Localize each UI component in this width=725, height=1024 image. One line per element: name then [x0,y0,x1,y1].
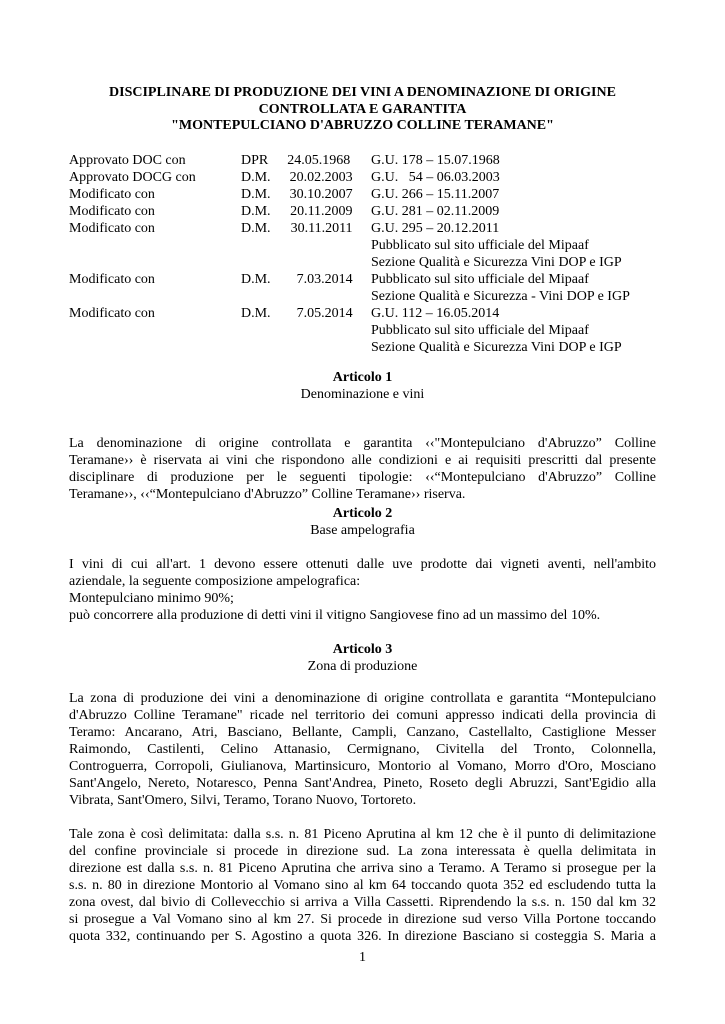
approval-decree [241,271,371,288]
article-number: Articolo 1 [332,370,393,385]
approval-decree [241,254,371,271]
approval-label [69,322,241,339]
paragraph-line: zona ovest, dal bivio di Collevecchio si arriva a Villa Cassetti. Riprendendo la s.s. n. 150 dal km 32 [69,895,656,910]
approval-label [69,237,241,254]
article-3-heading [69,641,656,675]
approval-reference: G.U. 295 – 20.12.2011 [371,221,500,236]
article-3-paragraph [69,690,656,809]
approval-decree [241,322,371,339]
approval-label: Modificato con [69,272,155,287]
decree-type: D.M. [241,187,271,202]
approval-decree [241,203,371,220]
paragraph-line: Sant'Angelo, Nereto, Notaresco, Penna Sant'Andrea, Pineto, Roseto degli Abruzzi, Sant'Egidio alla [69,776,656,791]
paragraph-line: direzione est dalla s.s. n. 81 Piceno Aprutina che arriva sino a Teramo. A Teramo si prosegue per la [69,861,656,876]
title-line: DISCIPLINARE DI PRODUZIONE DEI VINI A DENOMINAZIONE DI ORIGINE [109,85,616,100]
approval-row [69,169,671,186]
decree-type: DPR [241,153,269,168]
decree-type: D.M. [241,204,271,219]
paragraph-line: Teramane››, ‹‹“Montepulciano d'Abruzzo” Colline Teramane›› riserva. [69,487,466,502]
approval-reference: Sezione Qualità e Sicurezza - Vini DOP e IGP [371,289,630,304]
paragraph-line: si prosegue a Val Vomano sino al km 27. Si procede in direzione sud verso Villa Portone toccando [69,912,656,927]
decree-date: 7.05.2014 [296,306,353,321]
article-title: Base ampelografia [310,523,415,538]
approval-label [69,339,241,356]
approval-row [69,220,671,237]
approval-decree [241,339,371,356]
document-title [69,85,656,135]
approval-label [69,254,241,271]
decree-date: 7.03.2014 [296,272,353,287]
paragraph-line: aziendale, la seguente composizione ampelografica: [69,574,361,589]
decree-date: 20.11.2009 [290,204,353,219]
approval-reference: G.U. 112 – 16.05.2014 [371,306,500,321]
approval-reference: Pubblicato sul sito ufficiale del Mipaaf [371,272,589,287]
paragraph-line: disciplinare di produzione per le seguenti tipologie: ‹‹“Montepulciano d'Abruzzo” Colline [69,470,656,485]
approval-row [69,271,671,288]
approval-decree [241,237,371,254]
title-line: CONTROLLATA E GARANTITA [258,101,467,117]
article-number: Articolo 3 [332,642,393,657]
paragraph-line: La denominazione di origine controllata e garantita ‹‹"Montepulciano d'Abruzzo” Colline [69,436,656,451]
paragraph-line: Raimondo, Castilenti, Celino Attanasio, Cermignano, Civitella del Tronto, Colonnella, [69,742,656,757]
approval-decree [241,152,371,169]
approval-label: Modificato con [69,221,155,236]
paragraph-line: Controguerra, Corropoli, Giulianova, Martinsicuro, Montorio al Vomano, Morro d'Oro, Mosciano [69,759,656,774]
paragraph-line: I vini di cui all'art. 1 devono essere ottenuti dalle uve prodotte dai vigneti aventi, nell'ambito [69,557,656,572]
decree-date: 30.10.2007 [289,187,353,202]
approval-decree [241,220,371,237]
approval-label: Modificato con [69,187,155,202]
decree-type: D.M. [241,272,271,287]
paragraph-line: può concorrere alla produzione di detti vini il vitigno Sangiovese fino ad un massimo del 10%. [69,608,601,623]
approval-row [69,152,671,169]
approval-reference: Sezione Qualità e Sicurezza Vini DOP e IGP [371,255,622,270]
paragraph-line: del confine provinciale si procede in direzione sud. La zona interessata è quella delimitata in [69,844,656,859]
title-line: "MONTEPULCIANO D'ABRUZZO COLLINE TERAMANE" [171,118,554,133]
decree-type: D.M. [241,306,271,321]
paragraph-line: Vibrata, Sant'Omero, Silvi, Teramo, Torano Nuovo, Tortoreto. [69,793,417,808]
approval-row [69,254,671,271]
paragraph-line: Teramane›› è riservata ai vini che rispondono alle condizioni e ai requisiti prescritti dal presente [69,453,656,468]
paragraph-line: Tale zona è così delimitata: dalla s.s. n. 81 Piceno Aprutina al km 12 che è il punto di delimitazione [69,827,656,842]
article-title: Denominazione e vini [300,387,425,402]
approval-reference: Sezione Qualità e Sicurezza Vini DOP e IGP [371,340,622,355]
approval-row [69,288,671,305]
article-2-paragraph [69,556,656,624]
approval-label: Modificato con [69,204,155,219]
approval-label: Modificato con [69,306,155,321]
approval-label: Approvato DOC con [69,153,186,168]
approval-reference: G.U. 281 – 02.11.2009 [371,204,500,219]
decree-date: 30.11.2011 [290,221,353,236]
approval-reference: Pubblicato sul sito ufficiale del Mipaaf [371,238,589,253]
article-1-heading [69,369,656,403]
approval-row [69,322,671,339]
page-number: 1 [359,950,366,965]
paragraph-line: quota 332, continuando per S. Agostino a quota 326. In direzione Basciano si costeggia S. Maria a [69,929,656,944]
approval-reference: G.U. 266 – 15.11.2007 [371,187,500,202]
decree-type: D.M. [241,221,271,236]
approval-decree [241,169,371,186]
paragraph-line: Montepulciano minimo 90%; [69,591,234,606]
approval-row [69,186,671,203]
approval-row [69,203,671,220]
article-title: Zona di produzione [307,659,418,674]
approval-row [69,305,671,322]
approval-reference: G.U. 54 – 06.03.2003 [371,170,500,185]
approval-row [69,339,671,356]
decree-date: 20.02.2003 [289,170,353,185]
approval-label [69,288,241,305]
decree-date: 24.05.1968 [287,153,351,168]
approval-decree [241,186,371,203]
paragraph-line: Teramo: Ancarano, Atri, Basciano, Bellante, Campli, Canzano, Castellalto, Castiglione Messer [69,725,656,740]
article-1-paragraph [69,435,656,503]
approval-decree [241,305,371,322]
approval-reference: Pubblicato sul sito ufficiale del Mipaaf [371,323,589,338]
article-number: Articolo 2 [332,506,393,521]
approval-reference: G.U. 178 – 15.07.1968 [371,153,500,168]
paragraph-line: s.s. n. 80 in direzione Montorio al Vomano sino al km 64 toccando quota 352 ed escludendo tutta la [69,878,656,893]
paragraph-line: La zona di produzione dei vini a denominazione di origine controllata e garantita “Montepulciano [69,691,656,706]
approval-decree [241,288,371,305]
article-3-paragraph [69,826,656,945]
decree-type: D.M. [241,170,271,185]
approval-history [69,152,671,356]
paragraph-line: d'Abruzzo Colline Teramane" ricade nel territorio dei comuni appresso indicati della provincia di [69,708,656,723]
approval-label: Approvato DOCG con [69,170,196,185]
article-2-heading [69,505,656,539]
approval-row [69,237,671,254]
